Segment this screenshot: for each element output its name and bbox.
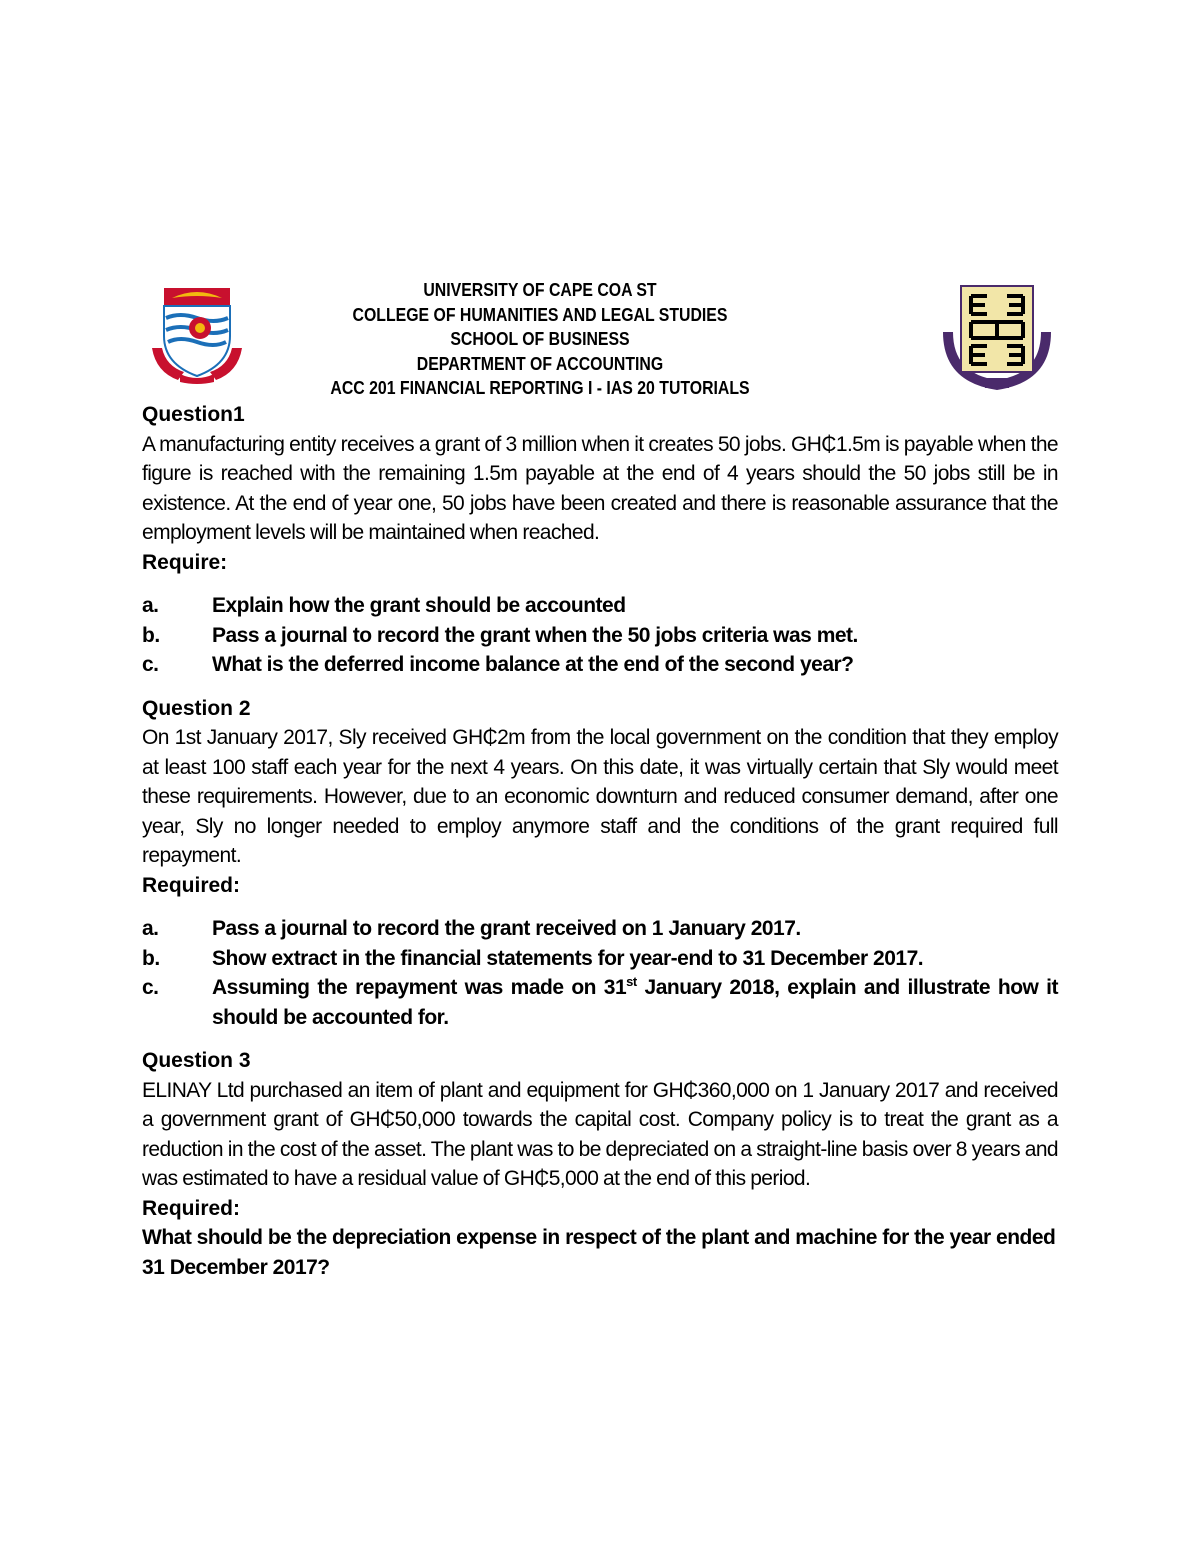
university-crest-icon: [150, 286, 244, 386]
item-marker: b.: [142, 623, 160, 647]
school-of-business-crest-icon: [935, 282, 1059, 394]
list-item: [142, 650, 1058, 680]
course-title: ACC 201 FINANCIAL REPORTING I - IAS 20 TUTORIALS: [330, 378, 750, 398]
list-item: [142, 973, 1058, 1032]
question-3-title: Question 3: [142, 1049, 251, 1072]
item-marker: c.: [142, 976, 159, 999]
question-2-body: On 1st January 2017, Sly received GH₵2m from the local government on the condition that they employ at least 100 staff each year for the next 4 years. On this date, it was virtually certain that Sly would meet these requirements. However, due to an economic downturn and reduced consumer demand, after one year, Sly no longer needed to employ anymore staff and the conditions of the grant required full repayment.: [142, 726, 1058, 867]
item-text: Explain how the grant should be accounted: [212, 594, 626, 617]
school-name: SCHOOL OF BUSINESS: [450, 329, 630, 349]
question-1-require-label: Require:: [142, 550, 228, 574]
item-text: Show extract in the financial statements for year-end to 31 December 2017.: [212, 946, 924, 970]
question-3-body: ELINAY Ltd purchased an item of plant and equipment for GH₵360,000 on 1 January 2017 and received a government grant of GH₵50,000 towards the capital cost. Company policy is to treat the grant as a reduction in the cost of the asset. The plant was to be depreciated on a straight-line basis over 8 years and was estimated to have a residual value of GH₵5,000 at the end of this period.: [142, 1078, 1058, 1190]
item-marker: c.: [142, 653, 159, 676]
item-text: What is the deferred income balance at the end of the second year?: [212, 653, 854, 676]
question-1-body: A manufacturing entity receives a grant of 3 million when it creates 50 jobs. GH₵1.5m is payable when the figure is reached with the remaining 1.5m payable at the end of 4 years should the 50 jobs still be in existence. At the end of year one, 50 jobs have been created and there is reasonable assurance that the employment levels will be maintained when reached.: [142, 432, 1058, 544]
item-marker: b.: [142, 946, 160, 970]
item-marker: a.: [142, 594, 159, 617]
question-3-required-label: Required:: [142, 1196, 241, 1220]
list-item: [142, 591, 1058, 621]
ordinal-suffix: st: [626, 974, 637, 989]
question-1-title: Question1: [142, 403, 245, 426]
document-header: [294, 278, 787, 401]
document-body: [142, 400, 1058, 1282]
question-1-requirements: [142, 591, 1058, 680]
item-text: Pass a journal to record the grant received on 1 January 2017.: [212, 917, 801, 940]
item-marker: a.: [142, 917, 159, 940]
question-2-required-label: Required:: [142, 873, 241, 897]
college-name: COLLEGE OF HUMANITIES AND LEGAL STUDIES: [352, 304, 728, 325]
list-item: [142, 944, 1058, 974]
list-item: [142, 621, 1058, 651]
department-name: DEPARTMENT OF ACCOUNTING: [416, 353, 664, 374]
item-text: Pass a journal to record the grant when the 50 jobs criteria was met.: [212, 623, 858, 647]
list-item: [142, 914, 1058, 944]
question-2-title: Question 2: [142, 696, 251, 720]
question-2-requirements: [142, 914, 1058, 1032]
question-3-question: What should be the depreciation expense in respect of the plant and machine for the year ended 31 December 2017?: [142, 1226, 1056, 1279]
item-text-pre: Assuming the repayment was made on 31: [212, 976, 627, 999]
university-name: UNIVERSITY OF CAPE COA ST: [423, 280, 657, 300]
item-text-post: January 2018, explain and illustrate how it should be accounted for.: [212, 976, 1058, 1029]
